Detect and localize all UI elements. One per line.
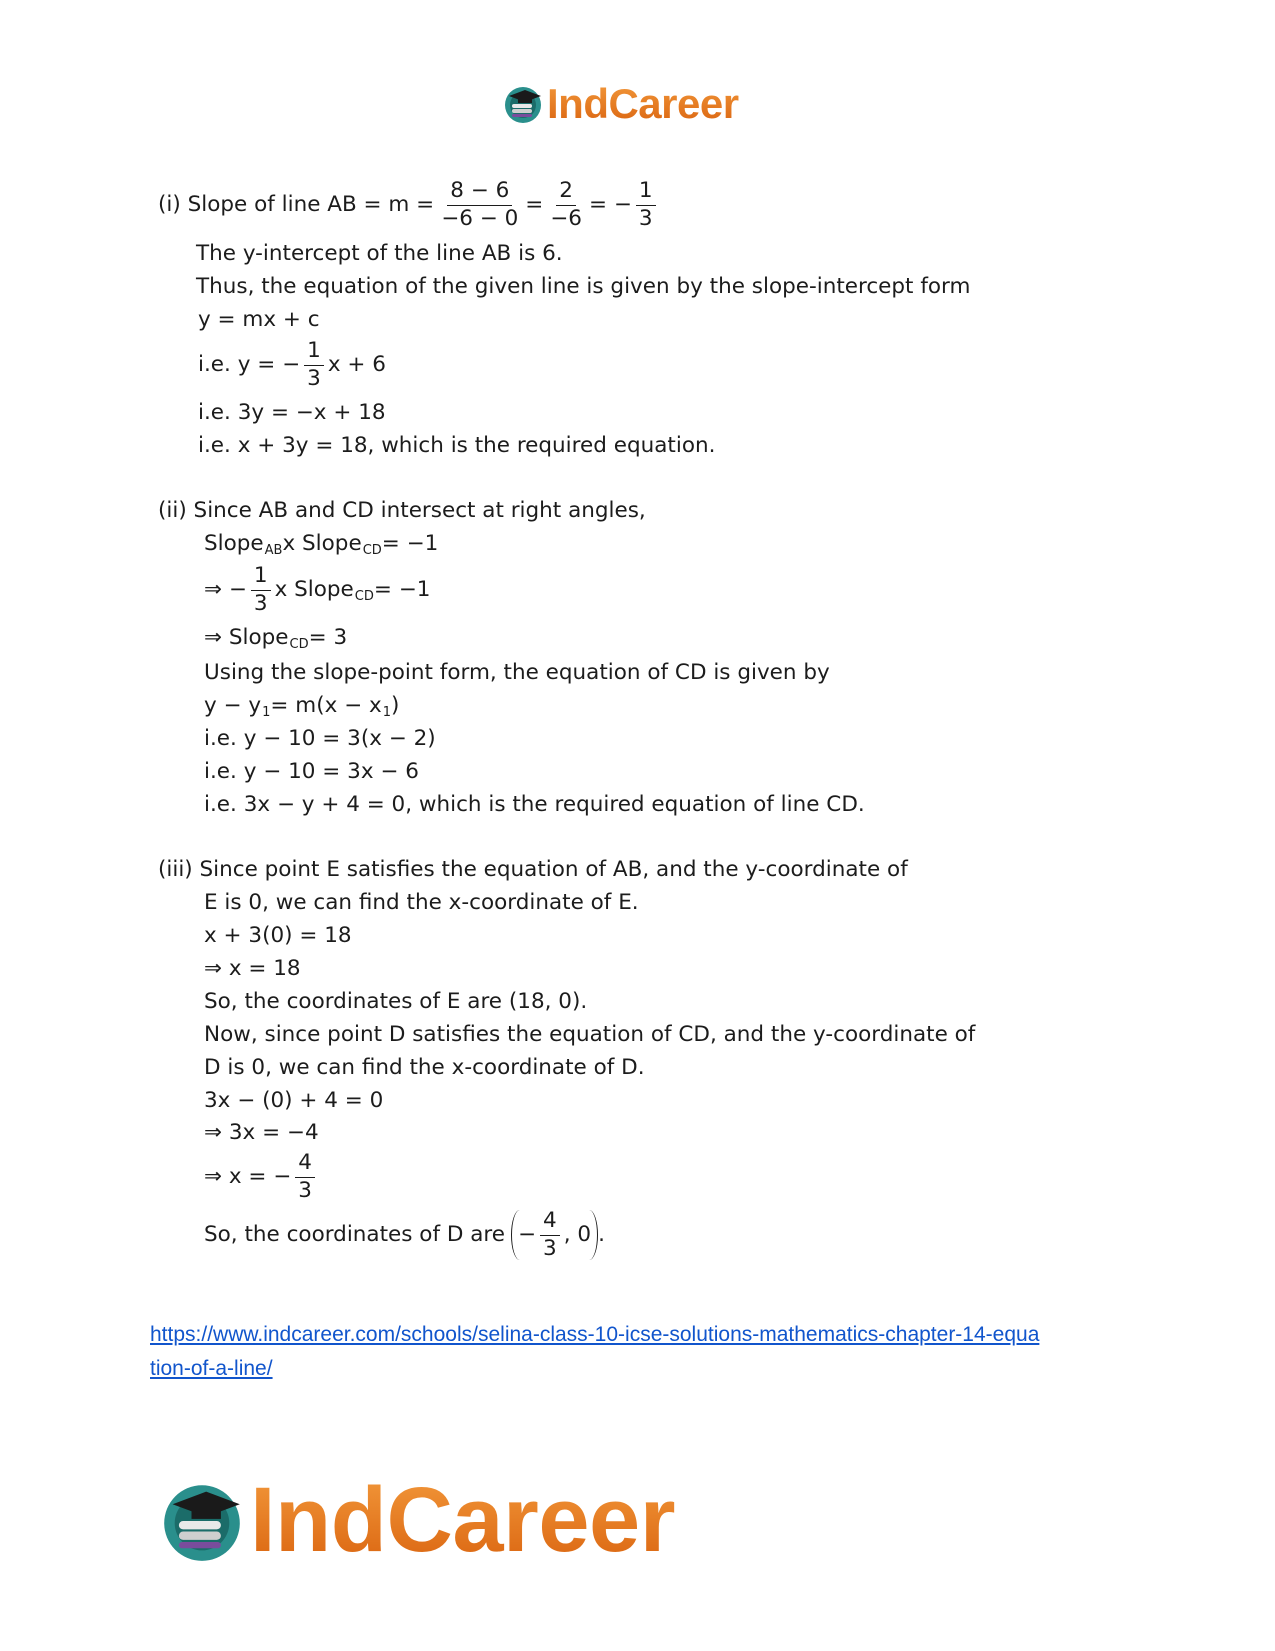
numerator: 8 − 6 [447,180,512,206]
fraction [540,1210,560,1260]
eq-text: So, the coordinates of D are [204,1222,506,1248]
text-line: Now, since point D satisfies the equation of CD, and the y-coordinate of [204,1022,976,1047]
source-link[interactable]: https://www.indcareer.com/schools/selina-class-10-icse-solutions-mathematics-chapter-14-equa [150,1323,1040,1346]
fraction [636,180,656,230]
text-line: E is 0, we can find the x-coordinate of E. [204,890,639,915]
numerator: 4 [295,1152,315,1178]
eq-text: x Slope [274,577,354,603]
numerator: 1 [251,565,271,591]
eq-text: = m(x − x [270,693,382,718]
subscript: CD [362,543,382,558]
logo-wordmark: IndCareer [547,80,739,127]
denominator: 3 [638,205,653,231]
eq-prefix: ⇒ − [204,577,247,603]
graduation-cap-book-icon [160,1479,244,1563]
fraction [251,565,271,615]
denominator: 3 [543,1235,557,1261]
text-line: Thus, the equation of the given line is given by the slope-intercept form [196,274,971,299]
eq-text: x Slope [282,531,362,556]
footer-logo [160,1468,675,1573]
subscript: AB [264,543,283,558]
numerator: 2 [556,180,576,206]
eq-text: ⇒ Slope [204,625,289,650]
equation-line: ⇒ x = 18 [204,956,301,981]
eq-text: , 0 [563,1222,592,1248]
denominator: −6 [550,205,582,231]
equals: = [525,192,544,218]
eq-text: = 3 [308,625,348,650]
eq-text: y − y [204,693,262,718]
eq-prefix: i.e. y = − [198,352,301,378]
logo-wordmark: IndCareer [250,1469,675,1571]
equation-line: i.e. 3y = −x + 18 [198,400,386,425]
equation-line: x + 3(0) = 18 [204,923,352,948]
numerator: 4 [540,1210,560,1236]
equation-line [204,1152,319,1202]
text-line: The y-intercept of the line AB is 6. [196,241,563,266]
fraction [295,1152,315,1202]
equation-line [204,565,430,615]
coordinate-paren [511,1210,598,1260]
text-line: (iii) Since point E satisfies the equation of AB, and the y-coordinate of [158,857,908,882]
equals-minus: = − [588,192,632,218]
text-line: Using the slope-point form, the equation of CD is given by [204,660,830,685]
equation-line [204,1210,605,1260]
equation-line: ⇒ 3x = −4 [204,1120,319,1145]
eq-text: = −1 [381,531,439,556]
subscript: CD [354,589,374,605]
denominator: 3 [307,365,321,391]
equation-line [198,340,386,390]
subscript: 1 [262,705,271,720]
eq-suffix: x + 6 [327,352,386,378]
equation-line: 3x − (0) + 4 = 0 [204,1088,384,1113]
eq-text: = −1 [373,577,431,603]
fraction [304,340,324,390]
equation-line: i.e. y − 10 = 3(x − 2) [204,726,436,751]
fraction [547,180,585,230]
text-line: So, the coordinates of E are (18, 0). [204,989,588,1014]
source-link-continued[interactable]: tion-of-a-line/ [150,1357,273,1380]
equation-line [204,625,347,651]
eq-text: ) [391,693,400,718]
equation-line [204,531,438,557]
numerator: 1 [304,340,324,366]
slope-ab-line [158,180,660,230]
period: . [598,1222,605,1248]
equation-line: y = mx + c [198,307,320,332]
numerator: 1 [636,180,656,206]
slope-ab-text: (i) Slope of line AB = m = [158,192,435,218]
denominator: 3 [298,1177,312,1203]
equation-line: i.e. x + 3y = 18, which is the required equation. [198,433,716,458]
denominator: −6 − 0 [441,205,519,231]
eq-prefix: ⇒ x = − [204,1164,292,1190]
subscript: 1 [382,705,392,720]
equation-line: i.e. 3x − y + 4 = 0, which is the required equation of line CD. [204,792,865,817]
text-line: D is 0, we can find the x-coordinate of D. [204,1055,645,1080]
eq-text: Slope [204,531,264,556]
eq-text: − [518,1222,537,1248]
subscript: CD [289,637,309,652]
equation-line: i.e. y − 10 = 3x − 6 [204,759,419,784]
fraction [438,180,521,230]
text-line: (ii) Since AB and CD intersect at right angles, [158,498,646,523]
denominator: 3 [253,590,268,616]
equation-line [204,693,399,719]
